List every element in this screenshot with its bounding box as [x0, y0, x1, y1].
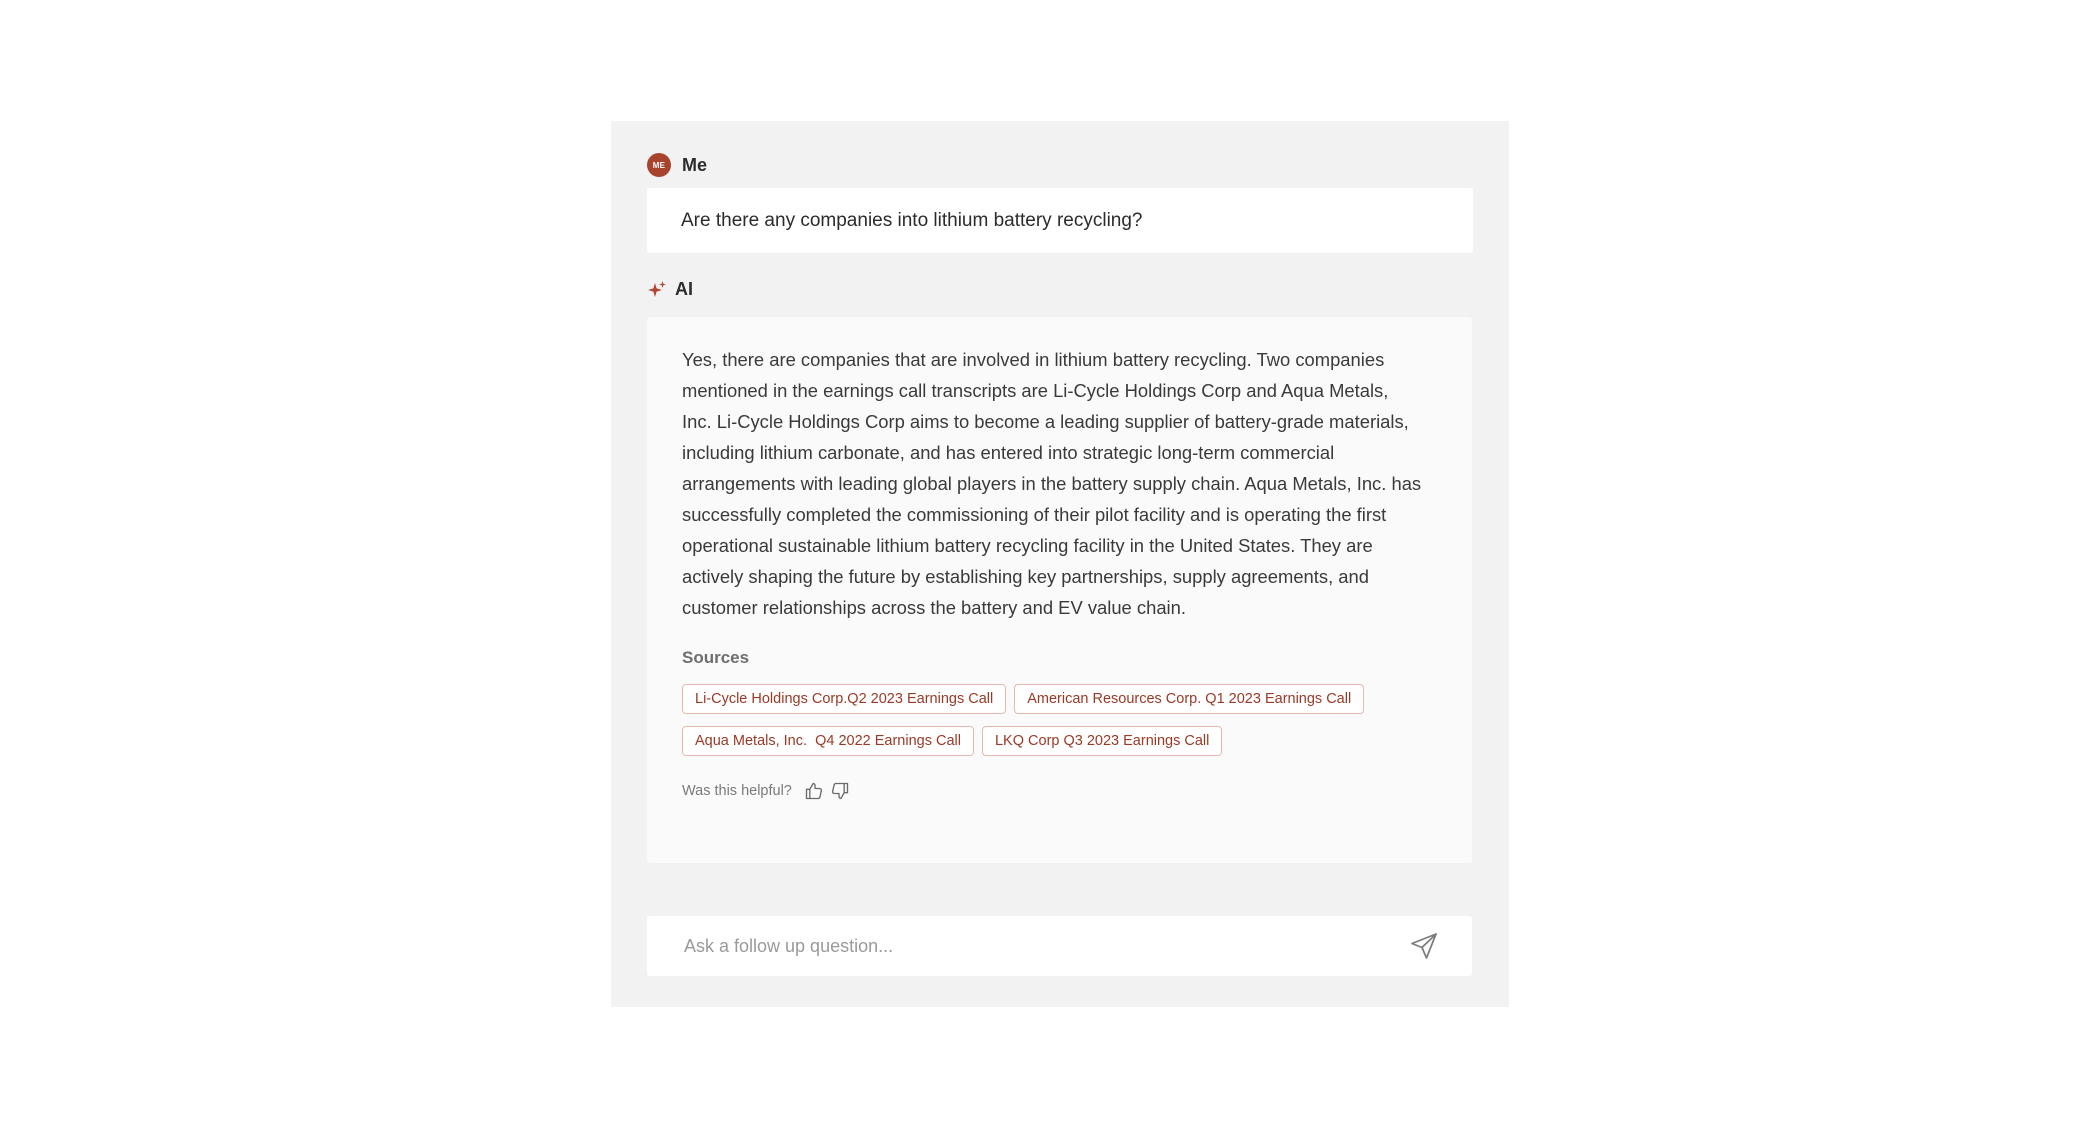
- sources-heading: Sources: [682, 648, 750, 667]
- follow-up-input-container: [647, 916, 1472, 976]
- feedback-label: Was this helpful?: [682, 783, 792, 799]
- user-message: [647, 188, 1473, 253]
- ai-answer-text: Yes, there are companies that are involved in lithium battery recycling. Two companies mentioned in the earnings call transcripts are Li-Cycle Holdings Corp and Aqua Metals, Inc. Li-Cycle Holdings Corp aims to become a leading supplier of battery-grade materials, including lithium carbonate, and has entered into strategic long-term commercial arrangements with leading global players in the battery supply chain. Aqua Metals, Inc. has successfully completed the commissioning of their pilot facility and is operating the first operational sustainable lithium battery recycling facility in the United States. They are actively shaping the future by establishing key partnerships, supply agreements, and customer relationships across the battery and EV value chain.: [682, 349, 1422, 618]
- source-chip[interactable]: American Resources Corp. Q1 2023 Earnings Call: [1014, 684, 1364, 714]
- source-chip[interactable]: LKQ Corp Q3 2023 Earnings Call: [982, 726, 1222, 756]
- sources-list: [682, 684, 1442, 768]
- chat-panel: [611, 121, 1509, 1007]
- sparkle-icon: [647, 280, 667, 300]
- user-avatar: ME: [647, 153, 671, 177]
- source-chip[interactable]: Li-Cycle Holdings Corp.Q2 2023 Earnings Call: [682, 684, 1006, 714]
- follow-up-input[interactable]: [682, 935, 1409, 958]
- thumbs-up-icon[interactable]: [804, 781, 824, 801]
- user-name: Me: [682, 154, 708, 175]
- user-header: [647, 153, 707, 177]
- source-chip[interactable]: Aqua Metals, Inc. Q4 2022 Earnings Call: [682, 726, 974, 756]
- ai-header: [647, 279, 693, 300]
- ai-message: [647, 317, 1472, 863]
- ai-name: AI: [675, 279, 693, 299]
- user-message-text: Are there any companies into lithium battery recycling?: [681, 209, 1143, 231]
- feedback-row: [682, 781, 1437, 801]
- send-icon[interactable]: [1409, 931, 1439, 961]
- thumbs-down-icon[interactable]: [830, 781, 850, 801]
